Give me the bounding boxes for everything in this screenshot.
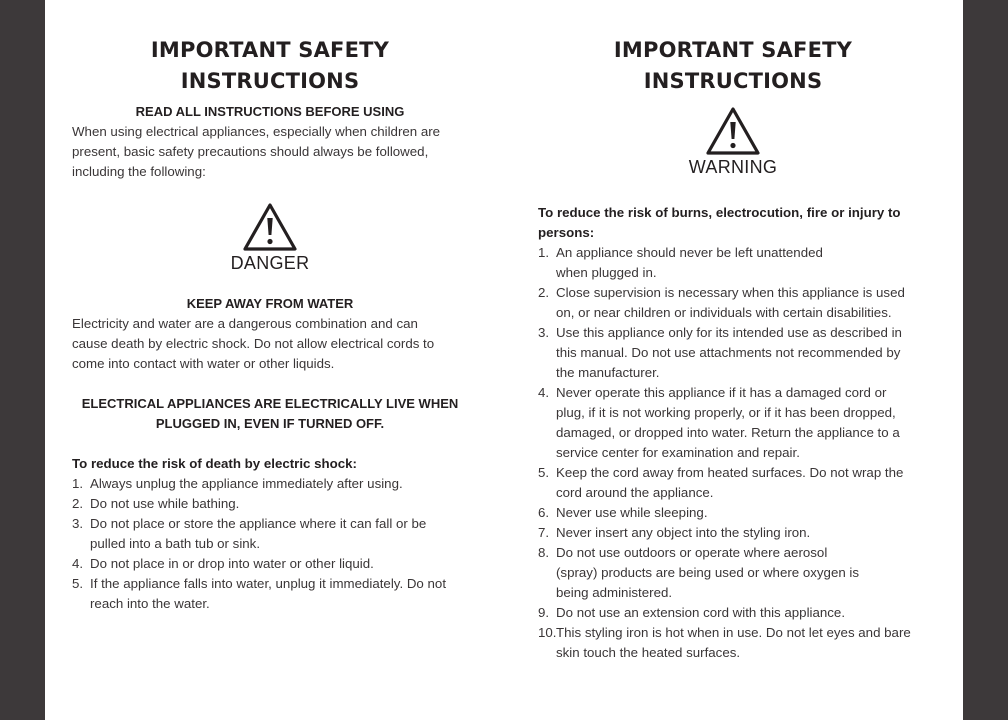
list-item-text: skin touch the heated surfaces. <box>556 645 741 660</box>
warning-sign <box>538 106 928 178</box>
list-item-number: 3. <box>538 325 550 340</box>
title-line-1: IMPORTANT SAFETY <box>150 38 390 62</box>
live-heading <box>72 394 468 434</box>
list-item-number: 8. <box>538 545 550 560</box>
list-item-text: Keep the cord away from heated surfaces. Do not wrap the <box>556 465 904 480</box>
list-item-text: (spray) products are being used or where oxygen is <box>556 565 860 580</box>
list-item <box>538 543 928 603</box>
list-item <box>72 574 468 614</box>
burns-intro-line: To reduce the risk of burns, electrocution, fire or injury to <box>538 205 901 220</box>
danger-label: DANGER <box>230 253 310 273</box>
shock-intro: To reduce the risk of death by electric shock: <box>72 456 357 471</box>
list-item <box>72 474 468 494</box>
keep-away-line: Electricity and water are a dangerous combination and can <box>72 316 418 331</box>
list-item-text: Close supervision is necessary when this appliance is used <box>556 285 905 300</box>
list-item <box>538 383 928 463</box>
list-item-text: This styling iron is hot when in use. Do not let eyes and bare <box>556 625 911 640</box>
list-item-text: Always unplug the appliance immediately after using. <box>90 476 403 491</box>
title-line-2: INSTRUCTIONS <box>180 69 360 93</box>
intro-line: present, basic safety precautions should always be followed, <box>72 144 429 159</box>
list-item-text: reach into the water. <box>90 596 210 611</box>
list-item-text: Do not use an extension cord with this appliance. <box>556 605 846 620</box>
page-title-right <box>538 35 928 97</box>
warning-label: WARNING <box>688 157 778 177</box>
list-item-number: 7. <box>538 525 550 540</box>
document-page <box>45 0 963 720</box>
list-item-number: 2. <box>72 496 84 511</box>
list-item-number: 1. <box>538 245 550 260</box>
title-line-2: INSTRUCTIONS <box>643 69 823 93</box>
list-item-number: 4. <box>72 556 84 571</box>
list-item-text: Do not place or store the appliance where it can fall or be <box>90 516 427 531</box>
list-item-text: Do not use outdoors or operate where aerosol <box>556 545 828 560</box>
shock-list <box>72 474 468 614</box>
list-item <box>538 283 928 323</box>
list-item-text: plug, if it is not working properly, or if it has been dropped, <box>556 405 896 420</box>
list-item-number: 10. <box>538 625 557 640</box>
intro-line: When using electrical appliances, especially when children are <box>72 124 441 139</box>
list-item-text: Never operate this appliance if it has a damaged cord or <box>556 385 887 400</box>
list-item-text: service center for examination and repair. <box>556 445 800 460</box>
danger-sign <box>72 202 468 274</box>
list-item <box>538 463 928 503</box>
list-item-number: 9. <box>538 605 550 620</box>
intro-line: including the following: <box>72 164 206 179</box>
list-item-text: the manufacturer. <box>556 365 660 380</box>
live-heading-line: ELECTRICAL APPLIANCES ARE ELECTRICALLY LIVE WHEN <box>81 396 459 411</box>
list-item-text: Never use while sleeping. <box>556 505 708 520</box>
keep-away-paragraph <box>72 314 468 374</box>
list-item-text: Do not place in or drop into water or other liquid. <box>90 556 374 571</box>
keep-away-line: come into contact with water or other liquids. <box>72 356 335 371</box>
list-item <box>538 603 928 623</box>
list-item-text: on, or near children or individuals with certain disabilities. <box>556 305 892 320</box>
list-item-number: 6. <box>538 505 550 520</box>
list-item-text: being administered. <box>556 585 673 600</box>
read-all-heading: READ ALL INSTRUCTIONS BEFORE USING <box>135 104 405 119</box>
list-item-number: 2. <box>538 285 550 300</box>
list-item <box>538 243 928 283</box>
burns-intro <box>538 203 928 243</box>
list-item-text: when plugged in. <box>556 265 657 280</box>
burns-intro-line: persons: <box>538 225 595 240</box>
list-item-text: damaged, or dropped into water. Return the appliance to a <box>556 425 900 440</box>
live-heading-line: PLUGGED IN, EVEN IF TURNED OFF. <box>155 416 385 431</box>
list-item-text: If the appliance falls into water, unplug it immediately. Do not <box>90 576 447 591</box>
page-title-left <box>72 35 468 97</box>
keep-away-heading: KEEP AWAY FROM WATER <box>186 296 354 311</box>
list-item-number: 5. <box>72 576 84 591</box>
list-item <box>538 503 928 523</box>
list-item <box>538 323 928 383</box>
title-line-1: IMPORTANT SAFETY <box>613 38 853 62</box>
list-item-text: cord around the appliance. <box>556 485 714 500</box>
list-item-text: Never insert any object into the styling iron. <box>556 525 811 540</box>
list-item <box>72 514 468 554</box>
list-item-number: 1. <box>72 476 84 491</box>
list-item-text: pulled into a bath tub or sink. <box>90 536 261 551</box>
list-item-number: 4. <box>538 385 550 400</box>
intro-paragraph <box>72 122 468 182</box>
keep-away-line: cause death by electric shock. Do not allow electrical cords to <box>72 336 435 351</box>
list-item-number: 5. <box>538 465 550 480</box>
warning-triangle-icon <box>705 106 761 156</box>
list-item-text: Use this appliance only for its intended use as described in <box>556 325 902 340</box>
list-item <box>538 523 928 543</box>
list-item <box>72 554 468 574</box>
list-item-number: 3. <box>72 516 84 531</box>
list-item-text: this manual. Do not use attachments not recommended by <box>556 345 901 360</box>
warning-triangle-icon <box>242 202 298 252</box>
burns-list <box>538 243 928 663</box>
list-item <box>538 623 928 663</box>
list-item-text: Do not use while bathing. <box>90 496 240 511</box>
list-item-text: An appliance should never be left unattended <box>556 245 823 260</box>
list-item <box>72 494 468 514</box>
